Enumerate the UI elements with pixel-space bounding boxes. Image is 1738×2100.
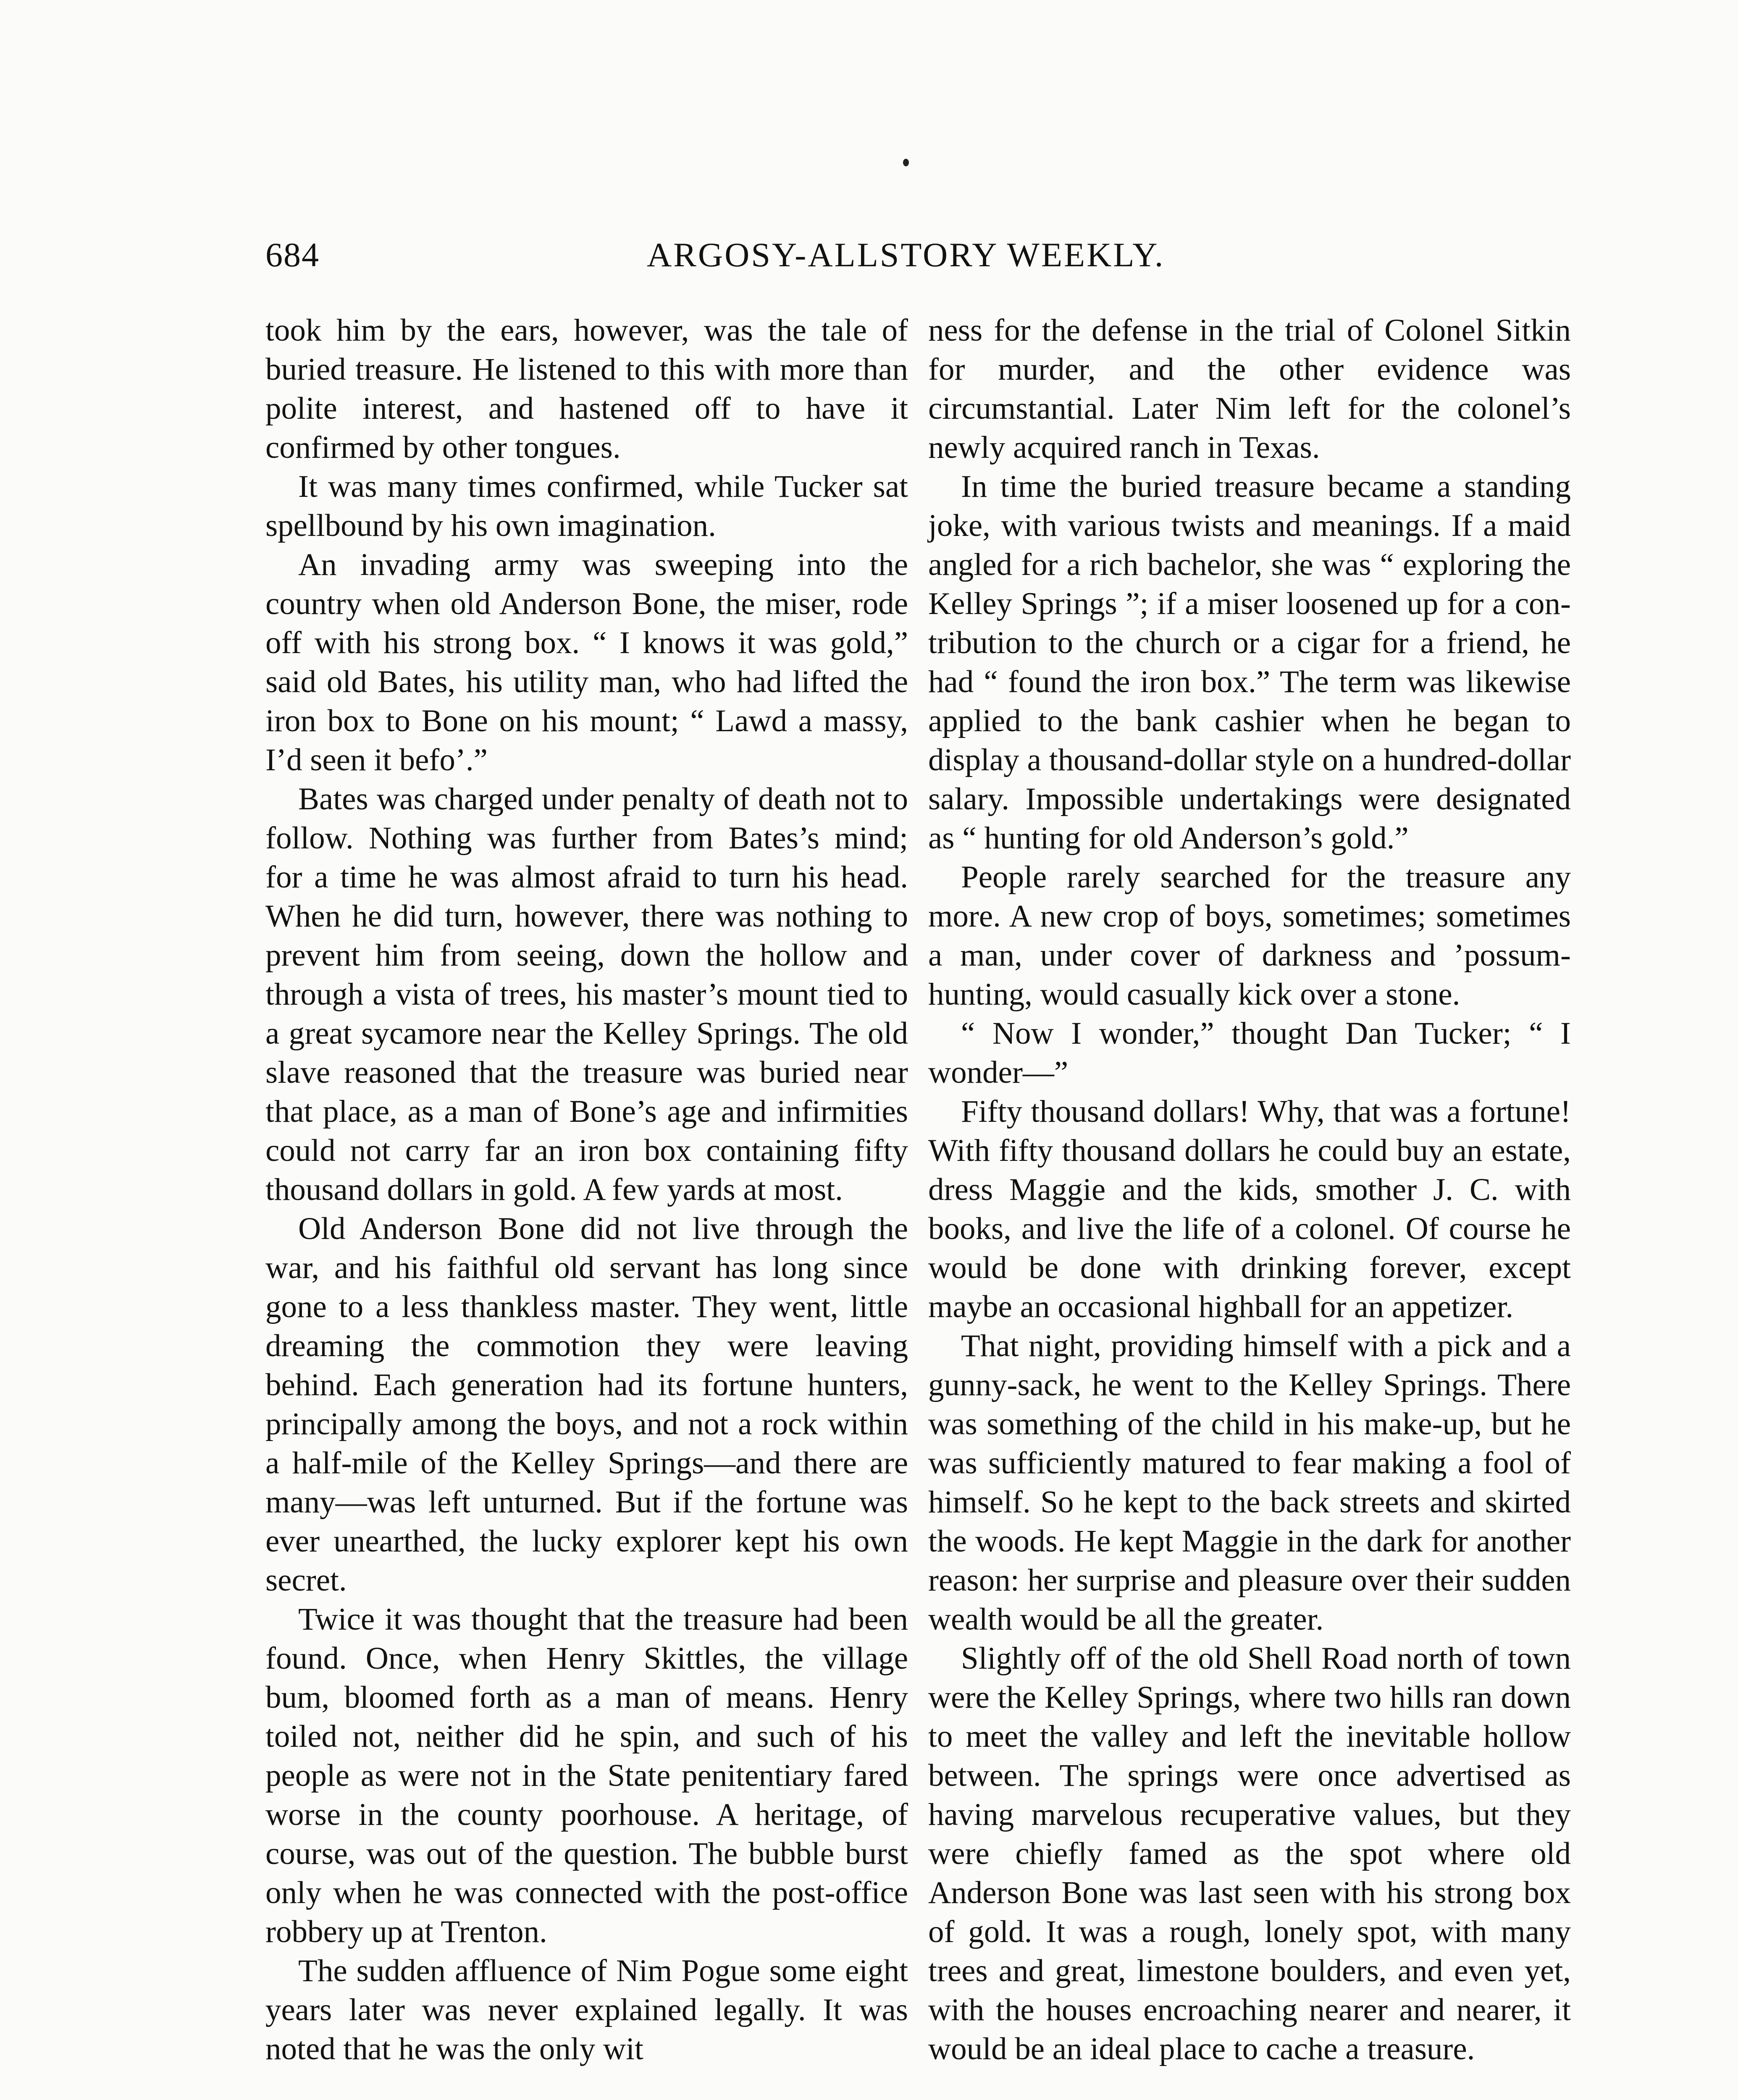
paragraph: People rarely searched for the treasure any more. A new crop of boys, sometimes; sometimes a man, under cover of darkness and ’possum-hunting, would casually kick over a stone. (928, 860, 1571, 1012)
paragraph: ness for the defense in the trial of Colonel Sitkin for murder, and the other evidence was circumstantial. Later Nim left for the colonel’s newly acquired ranch in Texas. (928, 313, 1571, 465)
paragraph: In time the buried treasure became a standing joke, with various twists and meanings. If a maid angled for a rich bachelor, she was “ exploring the Kelley Springs ”; if a miser loosened up for a contribution to the church or a cigar for a friend, he had “ found the iron box.” The term was likewise applied to the bank cashier when he began to display a thousand-dollar style on a hundred-dollar salary. Impossible undertakings were designated as “ hunting for old Anderson’s gold.” (928, 469, 1571, 856)
paragraph: It was many times confirmed, while Tucker sat spellbound by his own imagination. (265, 469, 908, 543)
paragraph: Fifty thousand dollars! Why, that was a fortune! With fifty thousand dollars he could buy an estate, dress Maggie and the kids, smother J. C. with books, and live the life of a colonel. Of course he would be done with drinking forever, except maybe an occasional highball for an appetizer. (928, 1094, 1571, 1324)
ink-speck (903, 159, 909, 166)
paragraph: Old Anderson Bone did not live through the war, and his faithful old servant has long since gone to a less thankless master. They went, little dreaming the commotion they were leaving behind. Each generation had its fortune hunters, principally among the boys, and not a rock within a half-mile of the Kelley Springs—and there are many—was left unturned. But if the fortune was ever unearthed, the lucky explorer kept his own secret. (265, 1211, 908, 1598)
paragraph: Slightly off of the old Shell Road north of town were the Kelley Springs, where two hills ran down to meet the valley and left the inevitable hollow between. The springs were once advertised as having marvelous recuperative values, but they were chiefly famed as the spot where old Anderson Bone was last seen with his strong box of gold. It was a rough, lonely spot, with many trees and great, limestone boulders, and even yet, with the houses encroaching nearer and nearer, it would be an ideal place to cache a treasure. (928, 1641, 1571, 2066)
page-number: 684 (265, 236, 320, 274)
page-header (0, 235, 1738, 286)
right-text-column (928, 311, 1571, 2068)
paragraph: Twice it was thought that the treasure had been found. Once, when Henry Skittles, the village bum, bloomed forth as a man of means. Henry toiled not, neither did he spin, and such of his people as were not in the State penitentiary fared worse in the county poorhouse. A heritage, of course, was out of the question. The bubble burst only when he was connected with the post-office robbery up at Trenton. (265, 1602, 908, 1949)
running-title: ARGOSY-ALLSTORY WEEKLY. (647, 236, 1165, 274)
paragraph: That night, providing himself with a pick and a gunny-sack, he went to the Kelley Springs. There was something of the child in his make-up, but he was sufficiently matured to fear making a fool of himself. So he kept to the back streets and skirted the woods. He kept Maggie in the dark for another reason: her surprise and pleasure over their sudden wealth would be all the greater. (928, 1328, 1571, 1637)
paragraph: The sudden affluence of Nim Pogue some eight years later was never explained legally. It was noted that he was the only wit (265, 1953, 908, 2066)
paragraph: An invading army was sweeping into the country when old Anderson Bone, the miser, rode off with his strong box. “ I knows it was gold,” said old Bates, his utility man, who had lifted the iron box to Bone on his mount; “ Lawd a massy, I’d seen it befo’.” (265, 547, 908, 777)
paragraph: “ Now I wonder,” thought Dan Tucker; “ I wonder—” (928, 1016, 1571, 1090)
paragraph: Bates was charged under penalty of death not to follow. Nothing was further from Bates’s mind; for a time he was almost afraid to turn his head. When he did turn, however, there was nothing to prevent him from seeing, down the hollow and through a vista of trees, his master’s mount tied to a great sycamore near the Kelley Springs. The old slave reasoned that the treasure was buried near that place, as a man of Bone’s age and infirmities could not carry far an iron box containing fifty thousand dollars in gold. A few yards at most. (265, 782, 908, 1207)
paragraph: took him by the ears, however, was the tale of buried treasure. He listened to this with more than polite interest, and hastened off to have it confirmed by other tongues. (265, 313, 908, 465)
left-text-column (265, 311, 908, 2068)
